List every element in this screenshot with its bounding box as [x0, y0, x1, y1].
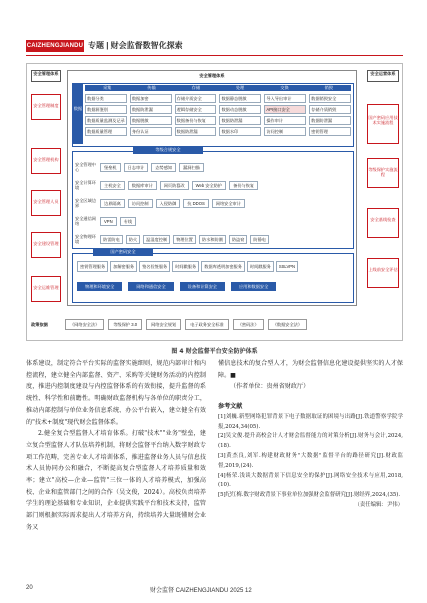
row-item: 日志审计: [124, 163, 149, 172]
data-cell: 访问控制: [264, 127, 306, 136]
row-item: VPN: [100, 217, 117, 226]
page-number: 20: [26, 585, 33, 591]
crypto-service: 时间戳服务: [172, 261, 199, 272]
data-cell: 身份认证: [130, 127, 172, 136]
left-item: 安全建设管理: [31, 232, 61, 258]
data-grid: [85, 94, 351, 136]
row-item: 漏洞扫描: [179, 163, 204, 172]
compliance-block: [72, 147, 354, 249]
data-label: 数据: [73, 84, 83, 144]
data-cell: 数据防泄漏: [219, 116, 261, 125]
row-label: 安全计算环境: [75, 180, 96, 190]
band-item: 销毁: [324, 85, 333, 90]
right-text-column: [218, 358, 403, 511]
row-item: 防静电: [250, 235, 269, 244]
reference: [3]黄杰良,刘军.构建财政财务"大数据"监督平台的路径研究[J].财政监督,2019,(24).: [218, 453, 403, 469]
section-title: 专题 | 财会监督数智化探索: [88, 41, 183, 50]
row-label: 安全区域边界: [75, 198, 96, 208]
row-item: 防雷防电: [100, 235, 123, 244]
data-cell: 密钥管理: [309, 127, 351, 136]
band-item: 采集: [102, 85, 112, 90]
data-cell: 数据水印: [219, 127, 261, 136]
data-cell: 数据销毁安全: [309, 94, 351, 103]
row-item: 防水和防潮: [199, 235, 226, 244]
crypto-service: 加解密服务: [110, 261, 137, 272]
crypto-service: SSLVPN: [276, 261, 298, 272]
row-label: 安全物理环境: [75, 234, 96, 244]
left-text-column: [26, 358, 206, 534]
data-cell: 数据防泄漏: [130, 105, 172, 114]
row-item: 访问控制: [128, 199, 153, 208]
row-label: 安全通信网络: [75, 216, 96, 226]
reference: [2]吴文俊.提升高校会计人才财会监督能力的对策分析[J].财务与会计,2024,(18).: [218, 433, 403, 450]
paragraph: 懂信息技术的复合型人才，为财会监督信息化建设提供坚实的人才保障。■: [218, 360, 403, 379]
data-cell: API接口安全: [264, 105, 306, 114]
crypto-service: 数据库透明加密服务: [201, 261, 245, 272]
journal-logo: CAIZHENGJIANDU: [26, 40, 84, 52]
data-cell: 数据源鉴别: [85, 105, 127, 114]
right-item: 等级保护实施流程: [367, 158, 399, 188]
row-item: 网页防篡改: [160, 181, 189, 190]
compliance-row: [75, 176, 349, 194]
center-panel: [67, 70, 357, 306]
policy-item: 《数据安全法》: [268, 319, 307, 330]
crypto-layer: 网络和通信安全: [128, 282, 173, 291]
row-item: 数据库审计: [128, 181, 157, 190]
data-cell: 逻辑存储安全: [175, 105, 217, 114]
data-cell: 数据备份与恢复: [175, 116, 217, 125]
crypto-layer: 应用和数据安全: [231, 282, 276, 291]
data-cell: 数据防泄漏: [175, 127, 217, 136]
row-item: 物理位置: [173, 235, 196, 244]
row-item: 态势感知: [151, 163, 176, 172]
row-item: Web 安全防护: [192, 181, 226, 190]
row-item: 专线: [120, 217, 136, 226]
editor-note: （责任编辑：尹伟）: [354, 501, 403, 508]
domestic-row-1: [77, 261, 298, 272]
compliance-rows: [75, 158, 349, 248]
left-title: 安全管理体系: [31, 70, 61, 82]
reference: [1]刘巍.新型网络犯罪背景下电子数据取证的困境与出路[J].铁道警察学院学报,2024,34(05).: [218, 413, 403, 430]
compliance-row: [75, 158, 349, 176]
data-cell: 数据质量管理: [85, 127, 127, 136]
row-item: 抗 DDOS: [183, 199, 208, 208]
data-cell: 数据静态脱敏: [219, 94, 261, 103]
left-item: 安全管理机构: [31, 148, 61, 174]
domestic-crypto-block: [72, 249, 354, 303]
reference: [4]杨荣.浅谈大数据背景下信息安全的保护[J].网络安全技术与应用,2018,(10).: [218, 472, 403, 489]
left-item: 安全管理制度: [31, 94, 61, 120]
center-title: 安全管理体系: [199, 73, 225, 78]
policy-item: 网络安全规划: [146, 319, 181, 330]
band-item: 处理: [235, 85, 245, 90]
right-item: 上线前安全评估: [367, 258, 399, 288]
data-cell: 导入导出审计: [264, 94, 306, 103]
domestic-title: 国产密码安全: [93, 249, 153, 256]
author-affiliation: （作者单位：贵州省财政厅）: [230, 383, 310, 391]
crypto-layer: 物理和环境安全: [77, 282, 122, 291]
crypto-service: 密钥管理服务: [77, 261, 108, 272]
policy-item: 电子政务安全标准: [185, 319, 229, 330]
security-architecture-figure: [26, 63, 403, 341]
data-cell: 存储介质安全: [175, 94, 217, 103]
compliance-row: [75, 230, 349, 248]
left-item: 安全运维管理: [31, 276, 61, 302]
references-title: 参考文献: [218, 403, 243, 411]
reference: [5]纪红梅.数字财政背景下事业单位加强财会监督研究[J].财经界,2024,(35).: [218, 492, 401, 499]
row-label: 安全管理中心: [75, 162, 96, 172]
right-title: 安全运营体系: [367, 70, 399, 82]
policy-row: [31, 316, 398, 332]
row-item: 堡垒机: [100, 163, 121, 172]
journal-footer: 财会监督 CAIZHENGJIANDU 2025 12: [150, 588, 252, 594]
row-item: 温湿度控制: [143, 235, 170, 244]
data-cell: 数据脱敏: [130, 116, 172, 125]
paragraph: 2.健全复合型监督人才培育体系。打破"技术""业务"壁垒，建立复合型监督人才队伍培养机制，将财会监督平台纳入数字财政专项工作范畴，完善专业人才培训体系，推进监督业务人员与信息技术人员协同办公和融合，不断提高复合型监督人才培养质量和效率；建立"高校—企业—监管"三位一体的人才培养模式，加强高校、企业和监管部门之间的合作（吴文俊，2024）。高校负责培养学生的理论基础和专业知识，企业提供实践平台和技术支持，监管部门则根据实际需求提出人才培养方向，持续培养大量既懂财会业务又: [26, 430, 206, 531]
row-item: 备份与恢复: [229, 181, 258, 190]
row-item: 防盗窃: [229, 235, 248, 244]
band-item: 传输: [147, 85, 156, 90]
data-cell: 数据防泄漏: [309, 116, 351, 125]
data-cell: 数据质量监测及记录: [85, 116, 127, 125]
policy-label: 政策依据: [31, 321, 48, 327]
data-cell: 数据分类: [85, 94, 127, 103]
policy-item: 等级保护 3.0: [108, 319, 142, 330]
row-item: 防火: [126, 235, 140, 244]
left-item: 安全管理人员: [31, 190, 61, 216]
data-cell: 数据加密: [130, 94, 172, 103]
compliance-row: [75, 194, 349, 212]
row-item: 主机安全: [100, 181, 125, 190]
right-item: 国产密码应用技术实施流程: [367, 104, 399, 144]
paragraph: 体系建设，制定符合平台实际的监督实施细则，规范内部审计和内控流程，建立健全内部监督、资产、采购等关键财务活动的内控制度，推进内控制度建设与内控监督体系的有效衔接，提升监督的系统性、科学性和前瞻性。明确财政监督机构与各单位的职责分工，推动内部控制与单位业务信息系统、办公平台嵌入，建立健全有效的"技术+制度"现代财会监督体系。: [26, 360, 206, 426]
data-cell: 操作审计: [264, 116, 306, 125]
right-item: 安全基线检查: [367, 208, 399, 238]
data-cell: 数据动态脱敏: [219, 105, 261, 114]
figure-caption: 图 4 财会监督平台安全防护体系: [171, 348, 258, 355]
band-item: 存储: [191, 85, 201, 90]
data-security-block: [72, 83, 354, 147]
header-rule: [26, 55, 403, 56]
compliance-row: [75, 212, 349, 230]
lifecycle-band: [85, 85, 351, 91]
band-item: 交换: [280, 85, 289, 90]
row-item: 入侵防御: [156, 199, 181, 208]
compliance-title: 等级合规安全: [133, 147, 203, 154]
policy-item: 《网络安全法》: [65, 319, 104, 330]
row-item: 网络安全审计: [212, 199, 245, 208]
row-item: 边界隔离: [100, 199, 125, 208]
crypto-layer: 设备和计算安全: [180, 282, 225, 291]
crypto-service: 签名验签服务: [139, 261, 170, 272]
data-cell: 存储介质销毁: [309, 105, 351, 114]
crypto-service: 时间戳服务: [247, 261, 274, 272]
page-header: [0, 0, 427, 58]
policy-item: 《密码法》: [233, 319, 264, 330]
domestic-row-2: [77, 282, 276, 291]
